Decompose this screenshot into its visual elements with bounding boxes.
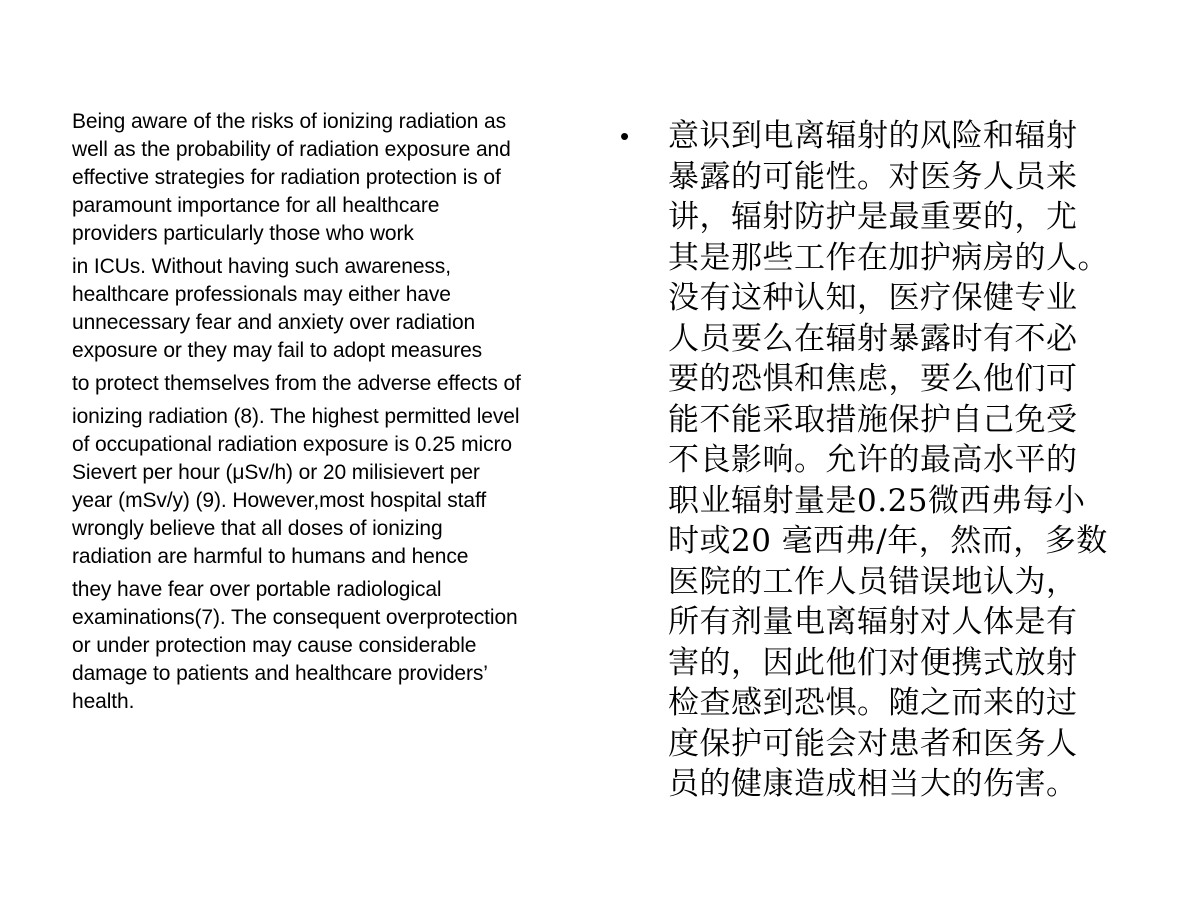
english-line: providers particularly those who work xyxy=(72,222,414,245)
english-line: health. xyxy=(72,690,135,713)
english-line: exposure or they may fail to adopt measures xyxy=(72,339,483,362)
english-line: radiation are harmful to humans and hence xyxy=(72,545,469,568)
english-line: of occupational radiation exposure is 0.25 micro xyxy=(72,433,512,456)
english-line: or under protection may cause considerable xyxy=(72,634,477,657)
english-line: wrongly believe that all doses of ionizing xyxy=(72,517,443,540)
chinese-line: 要的恐惧和焦虑，要么他们可 xyxy=(668,361,1078,397)
chinese-line: 没有这种认知，医疗保健专业 xyxy=(668,280,1078,316)
chinese-line: 员的健康造成相当大的伤害。 xyxy=(668,766,1078,802)
english-line: Being aware of the risks of ionizing radiation as xyxy=(72,110,507,133)
bullet-icon: • xyxy=(620,121,630,151)
english-line: Sievert per hour (μSv/h) or 20 milisievert per xyxy=(72,461,480,484)
chinese-line: 能不能采取措施保护自己免受 xyxy=(668,401,1078,438)
english-line: healthcare professionals may either have xyxy=(72,283,451,306)
chinese-line: 人员要么在辐射暴露时有不必 xyxy=(668,320,1078,357)
chinese-line: 意识到电离辐射的风险和辐射 xyxy=(668,118,1078,154)
english-line: effective strategies for radiation protection is of xyxy=(72,166,501,189)
english-line: damage to patients and healthcare providers’ xyxy=(72,662,488,685)
chinese-line: 害的，因此他们对便携式放射 xyxy=(668,644,1078,681)
english-text-block xyxy=(72,108,592,716)
english-line: paramount importance for all healthcare xyxy=(72,194,440,217)
english-line: they have fear over portable radiological xyxy=(72,578,442,601)
english-line: year (mSv/y) (9). However,most hospital staff xyxy=(72,489,487,512)
chinese-line: 职业辐射量是0.25微西弗每小 xyxy=(668,482,1086,519)
chinese-line: 检查感到恐惧。随之而来的过 xyxy=(668,685,1078,721)
chinese-paragraph xyxy=(668,116,1178,805)
english-line: ionizing radiation (8). The highest permitted level xyxy=(72,405,520,428)
english-line: examinations(7). The consequent overprotection xyxy=(72,606,518,629)
chinese-line: 其是那些工作在加护病房的人。 xyxy=(668,239,1109,276)
chinese-line: 时或20 毫西弗/年，然而，多数 xyxy=(668,523,1108,559)
english-line: in ICUs. Without having such awareness, xyxy=(72,255,451,278)
chinese-line: 度保护可能会对患者和医务人 xyxy=(668,725,1078,762)
chinese-line: 不良影响。允许的最高水平的 xyxy=(668,442,1078,478)
english-paragraph xyxy=(72,108,592,716)
english-line: well as the probability of radiation exposure and xyxy=(72,138,511,161)
chinese-line: 暴露的可能性。对医务人员来 xyxy=(668,158,1078,195)
chinese-line: 讲，辐射防护是最重要的，尤 xyxy=(668,199,1078,235)
english-line: to protect themselves from the adverse effects of xyxy=(72,372,521,395)
chinese-line: 所有剂量电离辐射对人体是有 xyxy=(668,604,1078,640)
english-line: unnecessary fear and anxiety over radiation xyxy=(72,311,476,334)
chinese-line: 医院的工作人员错误地认为， xyxy=(668,563,1078,600)
